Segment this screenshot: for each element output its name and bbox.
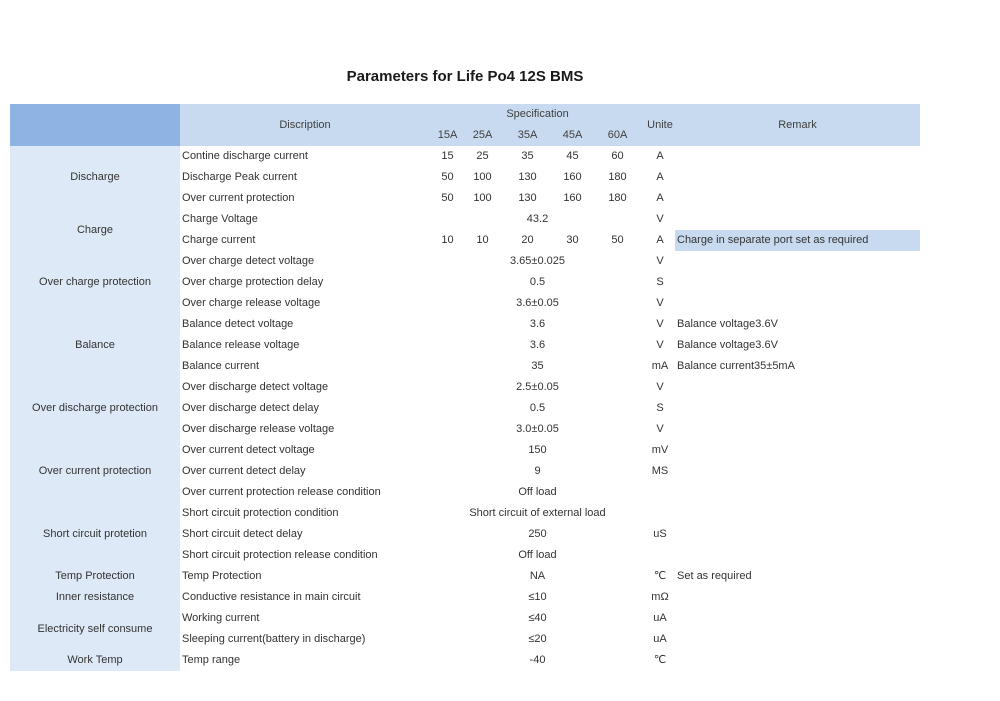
description-cell: Over discharge detect delay	[182, 402, 319, 414]
spec-value-cell: 10	[476, 234, 489, 246]
unit-cell: V	[656, 423, 664, 435]
spec-value-cell: 25	[476, 150, 489, 162]
remark-cell	[675, 524, 920, 545]
remark-cell	[675, 146, 920, 167]
table-row	[10, 608, 920, 629]
model-header-15a: 15A	[430, 125, 465, 146]
unit-cell: mΩ	[651, 591, 669, 603]
unit-cell: uA	[653, 633, 667, 645]
category-cell: Over current protection	[10, 440, 180, 503]
category-header	[10, 104, 180, 146]
description-cell: Over charge release voltage	[182, 297, 321, 309]
bms-parameter-table	[10, 104, 920, 671]
remark-cell	[675, 398, 920, 419]
unit-cell: A	[656, 171, 664, 183]
model-header-45a: 45A	[555, 125, 590, 146]
description-cell: Over current protection	[182, 192, 295, 204]
spec-value-cell: 130	[518, 171, 537, 183]
specification-header: Specification	[430, 104, 645, 125]
description-cell: Temp range	[182, 654, 241, 666]
description-cell: Short circuit detect delay	[182, 528, 303, 540]
remark-cell	[675, 188, 920, 209]
unit-cell: A	[656, 234, 664, 246]
unit-cell: uA	[653, 612, 667, 624]
category-cell: Work Temp	[10, 650, 180, 671]
remark-cell	[675, 629, 920, 650]
description-header: Discription	[180, 104, 430, 146]
category-cell: Inner resistance	[10, 587, 180, 608]
category-cell: Temp Protection	[10, 566, 180, 587]
spec-value-cell: 250	[528, 528, 547, 540]
description-cell: Over current detect delay	[182, 465, 306, 477]
remark-cell	[675, 272, 920, 293]
description-cell: Charge Voltage	[182, 213, 258, 225]
spec-value-cell: 45	[566, 150, 579, 162]
remark-cell	[675, 482, 920, 503]
remark-cell: Balance voltage3.6V	[677, 339, 778, 351]
unit-cell	[645, 482, 675, 503]
spec-value-cell: 10	[441, 234, 454, 246]
unit-cell: V	[656, 255, 664, 267]
spec-value-cell: 3.6	[529, 339, 546, 351]
spec-value-cell: 130	[518, 192, 537, 204]
description-cell: Contine discharge current	[182, 150, 308, 162]
category-cell: Charge	[10, 209, 180, 251]
remark-cell	[675, 419, 920, 440]
spec-value-cell: 43.2	[526, 213, 549, 225]
table-row	[10, 209, 920, 230]
model-header-35a: 35A	[500, 125, 555, 146]
remark-cell	[675, 608, 920, 629]
unit-cell: A	[656, 192, 664, 204]
table-row	[10, 251, 920, 272]
document-title: Parameters for Life Po4 12S BMS	[346, 68, 584, 85]
unit-header: Unite	[645, 104, 675, 146]
unit-cell: V	[656, 381, 664, 393]
description-cell: Over current protection release condition	[182, 486, 381, 498]
unit-cell: V	[656, 339, 664, 351]
spec-value-cell: 50	[441, 171, 454, 183]
spec-value-cell: 15	[441, 150, 454, 162]
description-cell: Balance release voltage	[182, 339, 300, 351]
table-row	[10, 314, 920, 335]
unit-cell: V	[656, 318, 664, 330]
spec-value-cell: 3.0±0.05	[516, 423, 559, 435]
spec-value-cell: 50	[611, 234, 624, 246]
description-cell: Over current detect voltage	[182, 444, 315, 456]
remark-cell: Set as required	[677, 570, 752, 582]
table-row	[10, 503, 920, 524]
spec-value-cell: Off load	[518, 486, 557, 498]
spec-value-cell: 150	[528, 444, 547, 456]
spec-value-cell: 50	[441, 192, 454, 204]
remark-cell	[675, 440, 920, 461]
unit-cell: ℃	[653, 570, 667, 582]
description-cell: Sleeping current(battery in discharge)	[182, 633, 366, 645]
table-row	[10, 566, 920, 587]
unit-cell: S	[656, 402, 664, 414]
description-cell: Conductive resistance in main circuit	[182, 591, 361, 603]
table-row	[10, 587, 920, 608]
unit-cell	[645, 503, 675, 524]
remark-cell: Balance current35±5mA	[677, 360, 795, 372]
spec-value-cell: 160	[563, 192, 582, 204]
description-cell: Over discharge detect voltage	[182, 381, 329, 393]
remark-cell	[675, 587, 920, 608]
remark-cell	[675, 650, 920, 671]
description-cell: Temp Protection	[182, 570, 262, 582]
spec-value-cell: ≤40	[528, 612, 547, 624]
remark-cell	[675, 167, 920, 188]
description-cell: Over charge protection delay	[182, 276, 324, 288]
spec-value-cell: 30	[566, 234, 579, 246]
spec-value-cell: 0.5	[529, 402, 546, 414]
remark-cell	[675, 377, 920, 398]
description-cell: Short circuit protection condition	[182, 507, 339, 519]
remark-cell: Balance voltage3.6V	[677, 318, 778, 330]
spec-value-cell: 60	[611, 150, 624, 162]
remark-cell: Charge in separate port set as required	[675, 230, 920, 251]
spec-value-cell: 100	[473, 171, 492, 183]
description-cell: Over charge detect voltage	[182, 255, 315, 267]
spec-value-cell: 3.6	[529, 318, 546, 330]
unit-cell: V	[656, 213, 664, 225]
category-cell: Over charge protection	[10, 251, 180, 314]
description-cell: Working current	[182, 612, 260, 624]
category-cell: Short circuit protetion	[10, 503, 180, 566]
unit-cell	[645, 545, 675, 566]
unit-cell: S	[656, 276, 664, 288]
remark-cell	[675, 293, 920, 314]
unit-cell: uS	[653, 528, 667, 540]
unit-cell: mA	[651, 360, 669, 372]
spec-value-cell: 35	[531, 360, 544, 372]
spec-value-cell: 9	[534, 465, 541, 477]
description-cell: Balance detect voltage	[182, 318, 294, 330]
spec-value-cell: 2.5±0.05	[516, 381, 559, 393]
table-row	[10, 440, 920, 461]
description-cell: Charge current	[182, 234, 256, 246]
spec-value-cell: Short circuit of external load	[469, 507, 606, 519]
spec-value-cell: ≤20	[528, 633, 547, 645]
spec-value-cell: ≤10	[528, 591, 547, 603]
model-header-60a: 60A	[590, 125, 645, 146]
remark-cell	[675, 545, 920, 566]
spec-value-cell: 35	[521, 150, 534, 162]
unit-cell: A	[656, 150, 664, 162]
category-cell: Over discharge protection	[10, 377, 180, 440]
spec-value-cell: 3.6±0.05	[516, 297, 559, 309]
table-body	[10, 146, 920, 671]
spec-value-cell: 180	[608, 192, 627, 204]
spec-value-cell: NA	[529, 570, 546, 582]
spec-value-cell: -40	[529, 654, 546, 666]
description-cell: Balance current	[182, 360, 260, 372]
spec-value-cell: 100	[473, 192, 492, 204]
spec-value-cell: 0.5	[529, 276, 546, 288]
description-cell: Short circuit protection release condition	[182, 549, 378, 561]
description-cell: Discharge Peak current	[182, 171, 297, 183]
unit-cell: mV	[651, 444, 669, 456]
spec-value-cell: 160	[563, 171, 582, 183]
table-row	[10, 146, 920, 167]
remark-cell	[675, 503, 920, 524]
description-cell: Over discharge release voltage	[182, 423, 335, 435]
spec-value-cell: Off load	[518, 549, 557, 561]
table-row	[10, 377, 920, 398]
spec-value-cell: 20	[521, 234, 534, 246]
unit-cell: ℃	[653, 654, 667, 666]
unit-cell: MS	[651, 465, 669, 477]
remark-header: Remark	[675, 104, 920, 146]
table-row	[10, 650, 920, 671]
spec-value-cell: 180	[608, 171, 627, 183]
category-cell: Discharge	[10, 146, 180, 209]
unit-cell: V	[656, 297, 664, 309]
category-cell: Electricity self consume	[10, 608, 180, 650]
remark-cell	[675, 209, 920, 230]
model-header-25a: 25A	[465, 125, 500, 146]
remark-cell	[675, 251, 920, 272]
category-cell: Balance	[10, 314, 180, 377]
remark-cell	[675, 461, 920, 482]
spec-value-cell: 3.65±0.025	[510, 255, 565, 267]
